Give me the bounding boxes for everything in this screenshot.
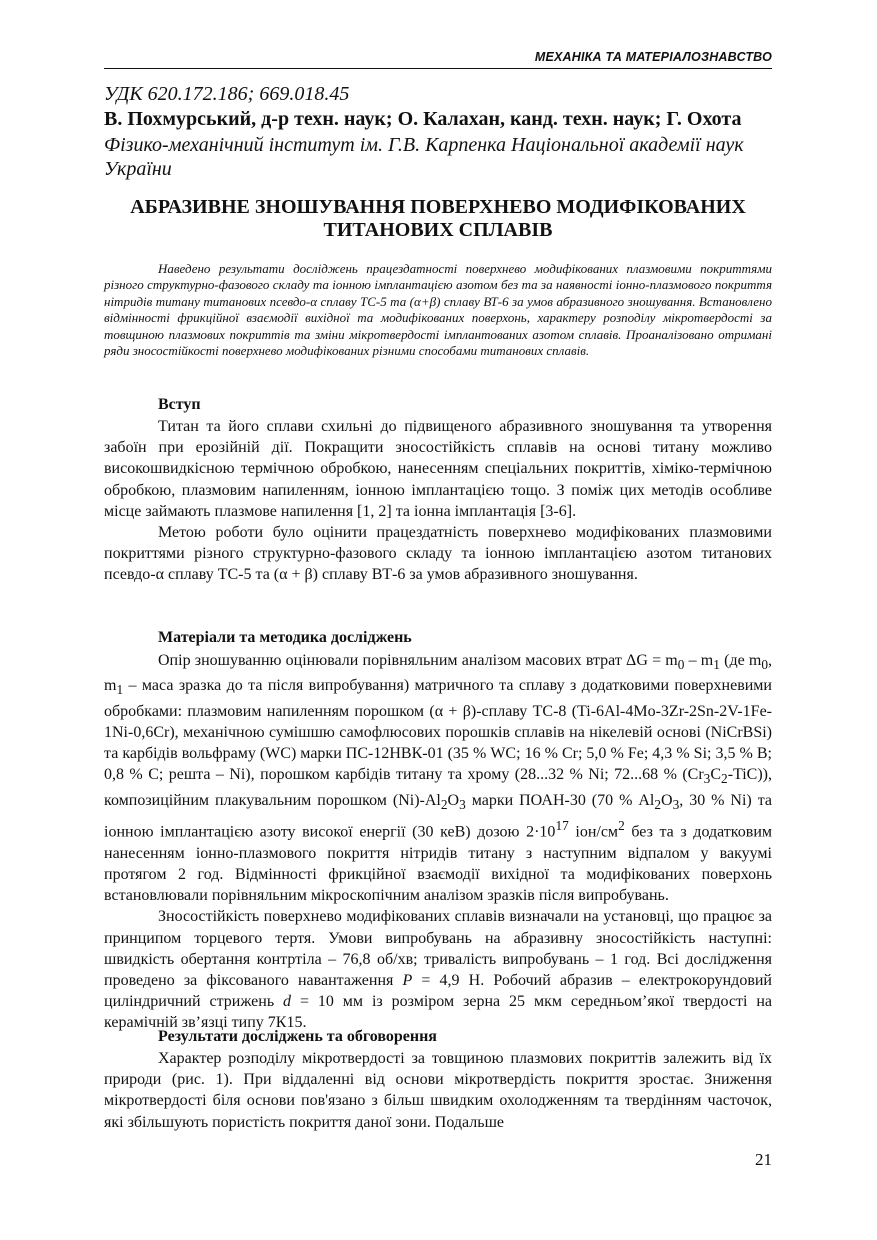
section-heading-intro: Вступ (158, 396, 201, 413)
methods-paragraph-1: Опір зношуванню оцінювали порівняльним аналізом масових втрат $\Delta G = m_0 - m_1$ (де $m_0$, $m_1$ – маса зразка до та після випробування) матричного та сплаву з додатковими поверхневими обробками: плазмовим напиленням порошком (α + β)-сплаву ТС-8 (Ti-6Al-4Mo-3Zr-2Sn-2V-1Fe-1Ni-0,6Cr), механічною сумішшю самофлюсових порошків сплавів на нікелевій основі (NiCrBSi) та карбідів вольфраму (WC) марки ПС-12НВК-01 (35 % WC; 16 % Cr; 5,0 % Fe; 4,3 % Si; 3,5 % B; 0,8 % C; решта – Ni), порошком карбідів титану та хрому (28...32 % Ni; 72...68 % $(Cr_3C_2-TiC)$), композиційним плакувальним порошком $(Ni)-Al_2O_3$ марки ПОАН-30 (70 % $Al_2O_3$, 30 % Ni) та іонною імплантацією азоту високої енергії (30 кеВ) дозою $2\cdot 10^{17}$ іон/$см^2$ без та з додатковим нанесенням іонно-плазмового покриття нітридів титану з наступним відпалом у вакуумі протягом 2 год. Відмінності фрикційної взаємодії вихідної та модифікованих поверхонь встановлювали порівняльним мікроскопічним аналізом зразків після випробувань. (104, 652, 773, 905)
article-title (104, 196, 772, 242)
title-line-2: ТИТАНОВИХ СПЛАВІВ (323, 219, 553, 241)
results-paragraph-1: Характер розподілу мікротвердості за товщиною плазмових покриттів залежить від їх природи (рис. 1). При віддаленні від основи мікротвердість покриття зростає. Зниження мікротвердості біля основи пов'язано з більш швидким охолодженням та твердінням часточок, які збільшують пористість покриття даної зони. Подальше (104, 1050, 772, 1131)
page-number: 21 (755, 1150, 772, 1169)
authors: В. Похмурський, д-р техн. наук; О. Калахан, канд. техн. наук; Г. Охота (104, 108, 742, 130)
results-text (104, 1048, 772, 1133)
methods-text (104, 650, 772, 1034)
intro-paragraph-1: Титан та його сплави схильні до підвищеного абразивного зношування та утворення забоїн при ерозійній дії. Покращити зносостійкість сплавів на основі титану можливо високошвидкісною термічною обробкою, нанесенням спеціальних покриттів, хіміко-термічною обробкою, плазмовим напиленням, іонною імплантацією тощо. З поміж цих методів особливе місце займають плазмове напилення [1, 2] та іонна імплантація [3-6]. (104, 418, 772, 520)
affiliation: Фізико-механічний інститут ім. Г.В. Карпенка Національної академії наук України (104, 134, 744, 180)
intro-text (104, 416, 772, 586)
abstract: Наведено результати досліджень працездатності поверхнево модифікованих плазмовими покриттями різного структурно-фазового складу та іонною імплантацією азотом без та за наявності іонно-плазмового покриття нітридів титану титанових псевдо-α сплаву ТС-5 та (α+β) сплаву ВТ-6 за умов абразивного зношування. Встановлено відмінності фрикційної взаємодії вихідної та модифікованих поверхонь, характеру розподілу мікротвердості за товщиною плазмових покриттів та зміни мікротвердості імплантованих азотом сплавів. Проаналізовано отримані ряди зносостійкості поверхнево модифікованих різними способами титанових сплавів. (104, 261, 772, 359)
udk-code: УДК 620.172.186; 669.018.45 (104, 83, 350, 105)
intro-paragraph-2: Метою роботи було оцінити працездатність поверхнево модифікованих плазмовими покриттями різного структурно-фазового складу та іонною імплантацією азотом титанових псевдо-α сплаву ТС-5 та (α + β) сплаву ВТ-6 за умов абразивного зношування. (104, 524, 772, 584)
title-line-1: АБРАЗИВНЕ ЗНОШУВАННЯ ПОВЕРХНЕВО МОДИФІКОВАНИХ (130, 196, 746, 218)
section-heading-results: Результати досліджень та обговорення (158, 1028, 437, 1045)
running-header: МЕХАНІКА ТА МАТЕРІАЛОЗНАВСТВО (534, 50, 772, 64)
section-heading-methods: Матеріали та методика досліджень (158, 629, 412, 646)
header-rule (104, 68, 772, 69)
methods-paragraph-2: Зносостійкість поверхнево модифікованих сплавів визначали на установці, що працює за принципом торцевого тертя. Умови випробувань на абразивну зносостійкість наступні: швидкість обертання контртіла – 76,8 об/хв; тривалість випробувань – 1 год. Всі дослідження проведено за фіксованого навантаження P = 4,9 Н. Робочий абразив – електрокорундовий циліндричний стрижень d = 10 мм із розміром зерна 25 мкм середньом’якої твердості на керамічній зв’язці типу 7К15. (104, 908, 773, 1032)
